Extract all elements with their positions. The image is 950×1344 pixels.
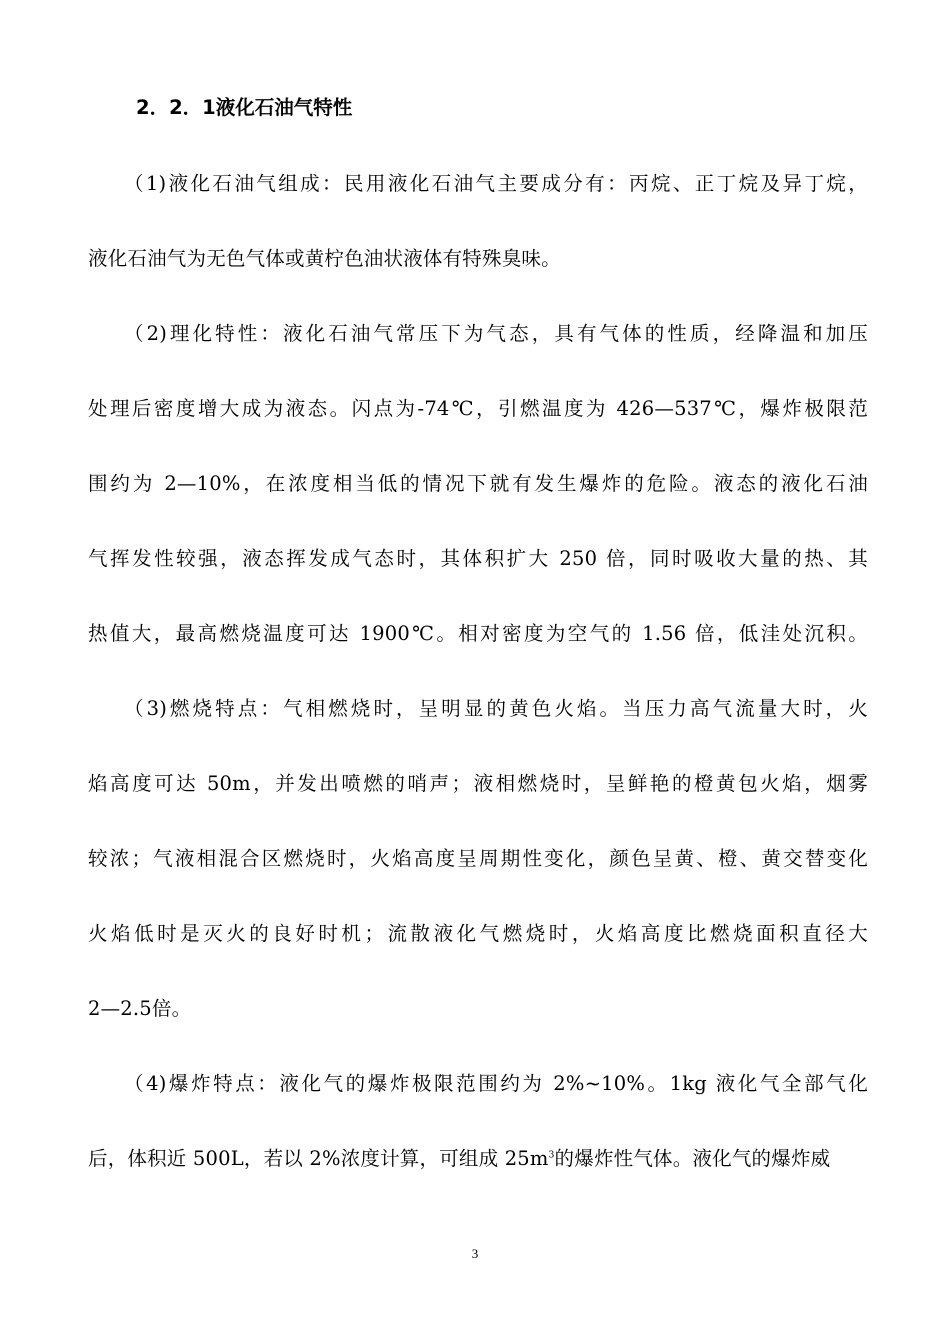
paragraph-2-line-5: 热值大，最高燃烧温度可达 1900℃。相对密度为空气的 1.56 倍，低洼处沉积。: [88, 622, 868, 645]
paragraph-2-line-4: 气挥发性较强，液态挥发成气态时，其体积扩大 250 倍，同时吸收大量的热、其: [88, 547, 868, 570]
paragraph-1-line-1: （1)液化石油气组成：民用液化石油气主要成分有：丙烷、正丁烷及异丁烷，: [124, 172, 868, 195]
paragraph-2-line-1: （2)理化特性：液化石油气常压下为气态，具有气体的性质，经降温和加压: [124, 322, 868, 345]
paragraph-4-line-2-text: 后，体积近 500L，若以 2%浓度计算，可组成 $25m^3$的爆炸性气体。液化气的爆炸威: [88, 1147, 831, 1170]
paragraph-2-line-2: 处理后密度增大成为液态。闪点为-74℃，引燃温度为 426—537℃，爆炸极限范: [88, 397, 868, 420]
page-number: 3: [471, 1246, 479, 1261]
paragraph-3-line-2: 焰高度可达 50m，并发出喷燃的哨声；液相燃烧时，呈鲜艳的橙黄包火焰，烟雾: [88, 772, 868, 795]
paragraph-1-line-2: 液化石油气为无色气体或黄柠色油状液体有特殊臭味。: [88, 247, 561, 270]
section-heading: 2．2．1液化石油气特性: [136, 96, 353, 119]
superscript-cubic: 3: [548, 1150, 555, 1161]
paragraph-2-line-3: 围约为 2—10%，在浓度相当低的情况下就有发生爆炸的危险。液态的液化石油: [88, 472, 868, 495]
paragraph-3-line-1: （3)燃烧特点：气相燃烧时，呈明显的黄色火焰。当压力高气流量大时，火: [124, 697, 868, 720]
paragraph-3-line-3: 较浓；气液相混合区燃烧时，火焰高度呈周期性变化，颜色呈黄、橙、黄交替变化: [88, 847, 868, 870]
paragraph-3-line-5: 2—2.5倍。: [88, 997, 192, 1020]
paragraph-3-line-4: 火焰低时是灭火的良好时机；流散液化气燃烧时，火焰高度比燃烧面积直径大: [88, 922, 868, 945]
paragraph-4-line-2: [88, 1145, 868, 1173]
paragraph-4-line-1: （4)爆炸特点：液化气的爆炸极限范围约为 2%~10%。1kg 液化气全部气化: [124, 1072, 868, 1095]
